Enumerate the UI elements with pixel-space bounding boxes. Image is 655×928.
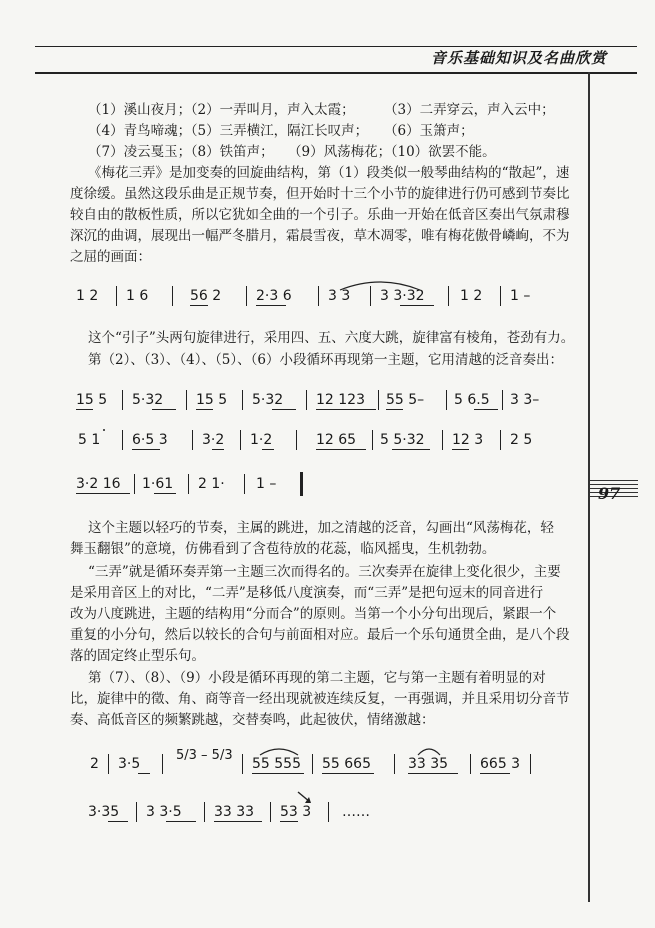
- score-measure: 5·32: [132, 392, 164, 408]
- score-measure: 55 665: [322, 756, 371, 772]
- barline: [372, 430, 373, 450]
- score-measure: 12 123: [316, 392, 365, 408]
- barline: [172, 286, 173, 306]
- underline: [214, 821, 262, 822]
- underline: [152, 409, 176, 410]
- para1-line: 度徐缓。虽然这段乐曲是正规节奏，但开始时十三个小节的旋律进行仍可感到节奏比: [70, 186, 570, 202]
- score-measure: 3·2 16: [76, 476, 121, 492]
- para3: 第（2）、（3）、（4）、（5）、（6）小段循环再现第一主题，它用清越的泛音奏出：: [88, 352, 563, 368]
- score-measure: 1·2: [250, 432, 273, 448]
- score-measure: ……: [342, 804, 370, 820]
- para1-line: 较自由的散板性质，所以它犹如全曲的一个引子。乐曲一开始在低音区奏出气氛肃穆: [70, 207, 570, 223]
- octave-dot: [103, 429, 105, 431]
- para4-line: 这个主题以轻巧的节奏，主属的跳进，加之清越的泛音，勾画出“风荡梅花，轻: [88, 520, 554, 536]
- underline: [316, 449, 366, 450]
- page-number: 97: [598, 484, 621, 503]
- underline: [76, 493, 130, 494]
- sections-line-1: [88, 100, 555, 120]
- para1-line: 之屈的画面：: [70, 249, 151, 265]
- underline: [154, 493, 176, 494]
- section-item: （7）凌云戛玉；: [88, 144, 192, 160]
- running-header-title: 音乐基础知识及名曲欣赏: [430, 49, 607, 67]
- section-item: （9）风荡梅花；: [288, 144, 392, 160]
- score-measure: 5·32: [252, 392, 284, 408]
- underline: [166, 821, 196, 822]
- score-measure: 12 65: [316, 432, 357, 448]
- score-measure: 3·2: [202, 432, 225, 448]
- section-item: （5）三弄横江，隔江长叹声；: [184, 123, 369, 139]
- underline: [76, 409, 93, 410]
- barline: [394, 754, 395, 774]
- score-measure: 1 2: [460, 288, 483, 304]
- underline: [262, 449, 274, 450]
- barline: [246, 286, 247, 306]
- underline: [132, 449, 160, 450]
- barline: [108, 754, 109, 774]
- score-measure: 3 3·32: [380, 288, 425, 304]
- tie-arc: [258, 745, 300, 757]
- underline: [400, 305, 434, 306]
- para4-line: 舞玉翻银”的意境，仿佛看到了含苞待放的花蕊，临风摇曳，生机勃勃。: [70, 541, 496, 557]
- score-measure: 33 33: [214, 804, 255, 820]
- underline: [252, 773, 304, 774]
- underline: [212, 449, 224, 450]
- sections-line-2: [88, 121, 474, 141]
- barline: [448, 286, 449, 306]
- barline: [328, 802, 329, 822]
- para1-line: 《梅花三弄》是加变奏的回旋曲结构，第（1）段类似一般琴曲结构的“散起”，速: [88, 165, 570, 181]
- score-measure: 15 5: [196, 392, 228, 408]
- barline: [446, 390, 447, 410]
- score-measure: 2: [90, 756, 99, 772]
- barline: [242, 390, 243, 410]
- underline: [408, 773, 458, 774]
- score-measure: 5 5·32: [380, 432, 425, 448]
- underline: [392, 449, 430, 450]
- barline: [188, 474, 189, 494]
- underline: [190, 305, 208, 306]
- score-measure: 53 3: [280, 804, 312, 820]
- score-measure: 1 –: [256, 476, 277, 492]
- barline: [442, 430, 443, 450]
- score-measure: 55 5–: [386, 392, 425, 408]
- barline: [306, 390, 307, 410]
- para6-line: 第（7）、（8）、（9）小段是循环再现的第二主题，它与第一主题有着明显的对: [88, 670, 546, 686]
- para5-line: 改为八度跳进，主题的结构用“分而合”的原则。当第一个小分句出现后，紧跟一个: [70, 606, 557, 622]
- section-item: （1）溪山夜月；: [88, 102, 192, 118]
- barline: [502, 390, 503, 410]
- section-item: （10）欲罢不能。: [384, 144, 496, 160]
- para5-line: 重复的小分句，然后以较长的合句与前面相对应。最后一个乐句通贯全曲，是八个段: [70, 627, 570, 643]
- barline: [500, 430, 501, 450]
- score-measure: 55 555: [252, 756, 301, 772]
- barline: [240, 430, 241, 450]
- tie-arc: [338, 278, 422, 292]
- final-barline: [300, 472, 303, 496]
- section-item: （6）玉箫声；: [384, 123, 474, 139]
- underline: [272, 409, 296, 410]
- barline: [378, 390, 379, 410]
- underline: [280, 821, 298, 822]
- score-measure: 1 2: [76, 288, 99, 304]
- score-measure: 12 3: [452, 432, 484, 448]
- score-measure: 5/3 – 5/3: [176, 748, 233, 763]
- tie-arc: [416, 745, 442, 757]
- para2: 这个“引子”头两句旋律进行，采用四、五、六度大跳，旋律富有棱角，苍劲有力。: [88, 330, 575, 346]
- score-measure: 665 3: [480, 756, 521, 772]
- underline: [316, 409, 376, 410]
- sections-line-3: [88, 142, 496, 162]
- underline: [138, 773, 150, 774]
- barline: [296, 430, 297, 450]
- barline: [136, 802, 137, 822]
- score-measure: 6·5 3: [132, 432, 168, 448]
- barline: [242, 754, 243, 774]
- score-measure: 1 6: [126, 288, 149, 304]
- underline: [108, 821, 128, 822]
- barline: [122, 390, 123, 410]
- para5-line: 是采用音区上的对比，“二弄”是移低八度演奏，而“三弄”是把句逗末的同音进行: [70, 585, 544, 601]
- barline: [500, 286, 501, 306]
- underline: [474, 409, 498, 410]
- section-item: （3）二弄穿云，声入云中；: [384, 102, 555, 118]
- barline: [162, 754, 163, 774]
- score-measure: 2 5: [510, 432, 533, 448]
- para6-line: 比，旋律中的徵、角、商等音一经出现就被连续反复，一再强调，并且采用切分音节: [70, 691, 570, 707]
- para5-line: 落的固定终止型乐句。: [70, 648, 205, 664]
- barline: [134, 474, 135, 494]
- barline: [192, 430, 193, 450]
- barline: [204, 802, 205, 822]
- para1-line: 深沉的曲调，展现出一幅严冬腊月，霜晨雪夜，草木凋零，唯有梅花傲骨嶙峋，不为: [70, 228, 570, 244]
- score-measure: 2 1·: [198, 476, 225, 492]
- score-measure: 15 5: [76, 392, 108, 408]
- para6-line: 奏、高低音区的频繁跳越，交替奏鸣，此起彼伏，情绪激越：: [70, 712, 435, 728]
- section-item: （8）铁笛声；: [184, 144, 274, 160]
- underline: [452, 449, 469, 450]
- underline: [196, 409, 213, 410]
- section-item: （4）青鸟啼魂；: [88, 123, 192, 139]
- underline: [480, 773, 510, 774]
- score-measure: 33 35: [408, 756, 449, 772]
- para5-line: “三弄”就是循环奏弄第一主题三次而得名的。三次奏弄在旋律上变化很少，主要: [88, 564, 561, 580]
- score-measure: 5 6.5: [454, 392, 490, 408]
- barline: [116, 286, 117, 306]
- score-measure: 5 1: [78, 432, 101, 448]
- barline: [270, 802, 271, 822]
- score-measure: 1 –: [510, 288, 531, 304]
- score-measure: 1·61: [142, 476, 174, 492]
- barline: [530, 754, 531, 774]
- barline: [244, 474, 245, 494]
- score-measure: 56 2: [190, 288, 222, 304]
- score-measure: 3 3·5: [146, 804, 182, 820]
- section-item: （2）一弄叫月，声入太霞；: [184, 102, 355, 118]
- score-measure: 3 3: [328, 288, 351, 304]
- score-measure: 2·3 6: [256, 288, 292, 304]
- header-rule-bottom: [35, 72, 637, 74]
- barline: [122, 430, 123, 450]
- barline: [470, 754, 471, 774]
- underline: [322, 773, 374, 774]
- score-measure: 3·5: [118, 756, 141, 772]
- glide-arrow-icon: [296, 790, 316, 808]
- barline: [186, 390, 187, 410]
- barline: [312, 754, 313, 774]
- barline: [318, 286, 319, 306]
- underline: [256, 305, 286, 306]
- score-measure: 3 3–: [510, 392, 540, 408]
- score-measure: 3·35: [88, 804, 120, 820]
- underline: [386, 409, 403, 410]
